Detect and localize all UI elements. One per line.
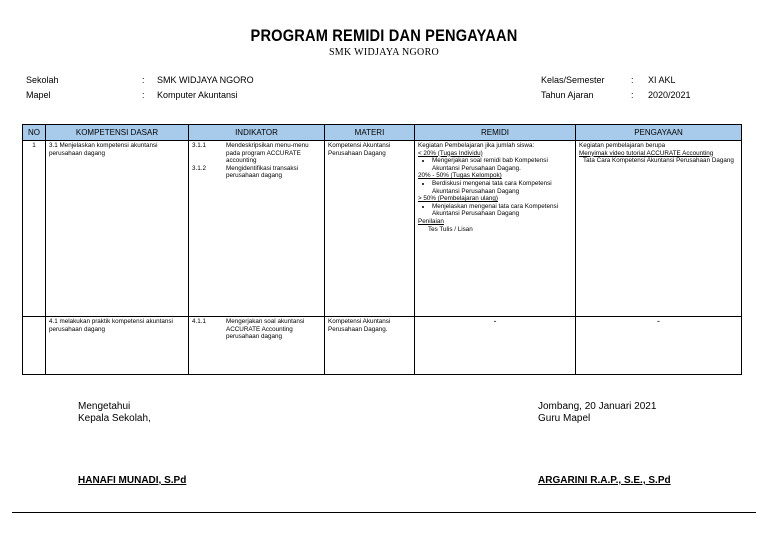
signature-left-name: HANAFI MUNADI, S.Pd — [78, 475, 187, 486]
signature-right-line2: Guru Mapel — [538, 413, 591, 424]
cell-pengayaan — [576, 141, 742, 317]
cell-materi: Kompetensi Akuntansi Perusahaan Dagang — [325, 141, 415, 317]
remidi-penilaian: Penilaian — [418, 217, 444, 225]
table-row — [23, 141, 742, 317]
tahun-label: Tahun Ajaran — [541, 90, 594, 100]
indicator-number: 4.1.1 — [192, 318, 207, 325]
signature-right-line1: Jombang, 20 Januari 2021 — [538, 401, 657, 412]
page-title: PROGRAM REMIDI DAN PENGAYAAN — [250, 26, 518, 45]
bottom-divider — [12, 512, 756, 513]
indicator-item — [192, 165, 321, 180]
remidi-intro: Kegiatan Pembelajaran jika jumlah siswa: — [418, 142, 535, 149]
remidi-bullet: • Berdiskusi mengenai tata cara Kompetensi Akuntansi Perusahaan Dagang — [432, 180, 572, 195]
mapel-label: Mapel — [26, 90, 51, 100]
remidi-group-heading: 20% - 50% (Tugas Kelompok) — [418, 172, 502, 180]
cell-no — [23, 317, 46, 375]
indicator-text: Mendeskripsikan menu-menu pada program ACCURATE accounting — [226, 142, 309, 165]
kelas-colon: : — [631, 75, 634, 85]
remidi-bullet: • Menjelaskan mengenai tata cara Kompetensi Akuntansi Perusahaan Dagang — [432, 203, 572, 218]
cell-remidi — [415, 141, 576, 317]
indicator-text: Mengerjakan soal akuntansi ACCURATE Accounting perusahaan dagang — [226, 318, 305, 341]
signature-left-line1: Mengetahui — [78, 401, 131, 412]
remidi-group-heading: > 50% (Pembelajaran ulang) — [418, 195, 498, 203]
remedial-table — [22, 124, 742, 375]
pengayaan-video: Menyimak video tutorial ACCURATE Accounting — [579, 149, 714, 157]
table-row — [23, 317, 742, 375]
cell-indikator — [189, 141, 325, 317]
cell-indikator — [189, 317, 325, 375]
signature-left-line2: Kepala Sekolah, — [78, 413, 151, 424]
mapel-value: Komputer Akuntansi — [157, 90, 238, 100]
pengayaan-text: Tata Cara Kompetensi Akuntansi Perusahaan Dagang — [583, 157, 734, 165]
page-subtitle: SMK WIDJAYA NGORO — [328, 47, 440, 58]
indicator-number: 3.1.1 — [192, 142, 207, 149]
table-header-row — [23, 125, 742, 141]
remidi-group-heading: < 20% (Tugas Individu) — [418, 149, 483, 157]
cell-pengayaan: - — [576, 317, 742, 375]
kelas-value: XI AKL — [648, 75, 676, 85]
cell-no: 1 — [23, 141, 46, 317]
cell-kd: 3.1 Menjelaskan kompetensi akuntansi perusahaan dagang — [46, 141, 189, 317]
header-materi: MATERI — [325, 125, 415, 141]
indicator-item — [192, 318, 321, 341]
cell-materi: Kompetensi Akuntansi Perusahaan Dagang. — [325, 317, 415, 375]
indicator-number: 3.1.2 — [192, 164, 207, 172]
indicator-item — [192, 142, 321, 165]
header-no: NO — [23, 125, 46, 141]
sekolah-label: Sekolah — [26, 75, 59, 85]
cell-remidi: - — [415, 317, 576, 375]
header-indikator: INDIKATOR — [189, 125, 325, 141]
tahun-value: 2020/2021 — [648, 90, 691, 100]
tahun-colon: : — [631, 90, 634, 100]
header-remidi: REMIDI — [415, 125, 576, 141]
sekolah-value: SMK WIDJAYA NGORO — [157, 75, 254, 85]
remidi-bullet: • Mengerjakan soal remidi bab Kompetensi Akuntansi Perusahaan Dagang. — [432, 157, 572, 172]
signature-right-name: ARGARINI R.A.P., S.E., S.Pd — [538, 475, 671, 486]
remidi-tes: Tes Tulis / Lisan — [428, 225, 473, 233]
pengayaan-intro: Kegiatan pembelajaran berupa — [579, 142, 666, 149]
cell-kd: 4.1 melakukan praktik kompetensi akuntansi perusahaan dagang — [46, 317, 189, 375]
mapel-colon: : — [142, 90, 145, 100]
indicator-text: Mengidentifikasi transaksi perusahaan dagang — [226, 164, 299, 180]
sekolah-colon: : — [142, 75, 145, 85]
kelas-label: Kelas/Semester — [541, 75, 605, 85]
header-pengayaan: PENGAYAAN — [576, 125, 742, 141]
header-kd: KOMPETENSI DASAR — [46, 125, 189, 141]
